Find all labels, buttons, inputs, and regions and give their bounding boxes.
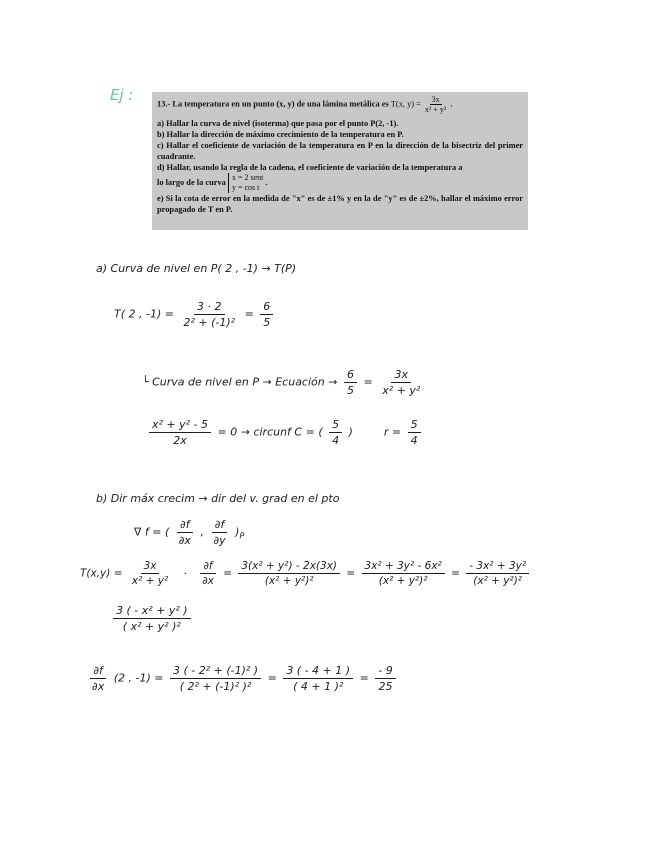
- a-t-num: 3 · 2: [194, 300, 225, 315]
- a-circ-close: ): [348, 425, 353, 439]
- curve-y: y = cos t: [231, 183, 260, 192]
- intro-suffix: .: [450, 99, 453, 109]
- b-e3: [375, 664, 395, 693]
- intro-text: 13.- La temperatura en un punto (x, y) de una lámina metálica es: [157, 99, 389, 109]
- item-d-cont: [157, 173, 523, 193]
- a-curve-rhs: [379, 368, 423, 397]
- b-grad-d1: ∂x: [178, 534, 191, 547]
- a-circ-frac: [149, 418, 211, 447]
- b-gradient: [134, 518, 244, 547]
- a-curve-frac: [344, 368, 357, 397]
- a-radius-lhs: r =: [383, 425, 402, 439]
- a-circ-den: 2x: [173, 434, 187, 447]
- b-e1: [170, 664, 261, 693]
- a-curve-eq: =: [363, 375, 373, 389]
- a-curve-den: 5: [346, 384, 354, 397]
- formula-fraction: [423, 95, 448, 114]
- a-radius-frac: [408, 418, 421, 447]
- a-t-result: [260, 300, 273, 329]
- a-curve-rden: x² + y²: [382, 384, 421, 397]
- a-curve-num: 6: [344, 368, 357, 383]
- b-e2-num: 3 ( - 4 + 1 ): [283, 664, 353, 679]
- a-t-res-num: 6: [260, 300, 273, 315]
- b-e3-num: - 9: [375, 664, 395, 679]
- b-grad-dy: [210, 518, 228, 547]
- b-f3-den: (x² + y²)²: [473, 575, 523, 587]
- item-e: e) Si la cota de error en la medida de "x" es de ±1% y en la de "y" es de ±2%, hallar el máximo error propagado de T en P.: [157, 194, 523, 214]
- a-radius-den: 4: [410, 434, 418, 447]
- item-a: a) Hallar la curva de nivel (isoterma) que pasa por el punto P(2, -1).: [157, 119, 399, 128]
- b-grad-sep: ,: [200, 525, 204, 539]
- a-center-frac: [329, 418, 342, 447]
- a-t-lhs: T( 2 , -1) =: [114, 307, 174, 321]
- a-t-res-den: 5: [263, 316, 271, 329]
- b-e-eq2: =: [359, 671, 369, 685]
- b-grad-close: ): [235, 525, 240, 539]
- a-circ-num: x² + y² - 5: [149, 418, 211, 433]
- a-t-eq: =: [244, 307, 254, 321]
- a-center-den: 4: [332, 434, 340, 447]
- b-grad-n2: ∂f: [212, 518, 228, 533]
- a-level-curve: [142, 368, 426, 397]
- b-f1-den: (x² + y²)²: [264, 575, 314, 587]
- curve-system: [228, 173, 263, 193]
- formula-numerator: 3x: [431, 95, 440, 104]
- b-f1: [238, 560, 340, 587]
- b-px-den: ∂x: [202, 575, 214, 587]
- b-px-frac: [199, 560, 217, 587]
- a-heading: a) Curva de nivel en P( 2 , -1) → T(P): [96, 262, 297, 275]
- b-grad-d2: ∂y: [213, 534, 226, 547]
- b-px-num: ∂f: [200, 560, 215, 574]
- b-heading: b) Dir máx crecim → dir del v. grad en el pto: [96, 492, 340, 505]
- b-t-frac: [129, 560, 171, 587]
- a-center-num: 5: [329, 418, 342, 433]
- problem-intro: [157, 95, 523, 114]
- b-f4-num: 3 ( - x² + y² ): [113, 604, 191, 619]
- b-e-frac: [89, 664, 107, 693]
- b-f2-num: 3x² + 3y² - 6x²: [362, 560, 445, 574]
- item-d-cont-text: lo largo de la curva: [157, 177, 226, 187]
- b-e3-den: 25: [378, 680, 393, 693]
- b-f3-num: - 3x² + 3y²: [466, 560, 529, 574]
- b-e1-num: 3 ( - 2² + (-1)² ): [170, 664, 261, 679]
- curve-x: x = 2 sent: [231, 173, 264, 182]
- b-partial-x: [80, 560, 532, 587]
- item-b: b) Hallar la dirección de máximo crecimiento de la temperatura en P.: [157, 130, 404, 139]
- b-dot: ·: [183, 567, 187, 580]
- b-f2: [362, 560, 445, 587]
- formula-denominator: x² + y²: [424, 105, 447, 114]
- b-t-den: x² + y²: [131, 575, 169, 587]
- b-grad-lhs: ∇ f = (: [134, 525, 170, 539]
- a-t-eval: [114, 300, 276, 329]
- a-circ-eq: = 0 → circunf C = (: [217, 425, 323, 439]
- a-circle: [146, 418, 424, 447]
- b-f4: [113, 604, 191, 633]
- a-t-den: 2² + (-1)²: [183, 316, 236, 329]
- b-simplified: [110, 604, 194, 633]
- a-t-frac: [180, 300, 238, 329]
- b-f1-num: 3(x² + y²) - 2x(3x): [238, 560, 340, 574]
- item-d-end: .: [265, 177, 268, 187]
- b-t-num: 3x: [141, 560, 160, 574]
- formula-lhs: T(x, y) =: [390, 99, 421, 109]
- b-eq2: =: [346, 567, 356, 580]
- b-eq3: =: [451, 567, 460, 580]
- b-e-arg: (2 , -1) =: [113, 671, 164, 685]
- b-e1-den: ( 2² + (-1)² )²: [179, 680, 252, 693]
- a-curve-rnum: 3x: [391, 368, 411, 383]
- b-e2: [283, 664, 353, 693]
- b-e-num: ∂f: [90, 664, 106, 679]
- b-e-eq1: =: [267, 671, 277, 685]
- problem-statement: [152, 92, 528, 230]
- b-e-den: ∂x: [92, 680, 105, 693]
- b-e2-den: ( 4 + 1 )²: [293, 680, 344, 693]
- a-radius-num: 5: [408, 418, 421, 433]
- b-t-lhs: T(x,y) =: [80, 567, 123, 580]
- a-curve-text: └ Curva de nivel en P → Ecuación →: [142, 375, 338, 389]
- b-f2-den: (x² + y²)²: [378, 575, 428, 587]
- b-grad-dx: [176, 518, 194, 547]
- b-f3: [466, 560, 529, 587]
- b-eq1: =: [223, 567, 233, 580]
- b-f4-den: ( x² + y² )²: [122, 620, 181, 633]
- b-evaluation: [86, 664, 399, 693]
- b-grad-sub: P: [239, 531, 245, 541]
- ej-label: Ej :: [110, 86, 134, 104]
- item-d: d) Hallar, usando la regla de la cadena, el coeficiente de variación de la temperatura a: [157, 163, 463, 172]
- b-grad-n1: ∂f: [177, 518, 193, 533]
- item-c: c) Hallar el coeficiente de variación de la temperatura en P en la dirección de la bisectriz del primer cuadrante.: [157, 141, 523, 161]
